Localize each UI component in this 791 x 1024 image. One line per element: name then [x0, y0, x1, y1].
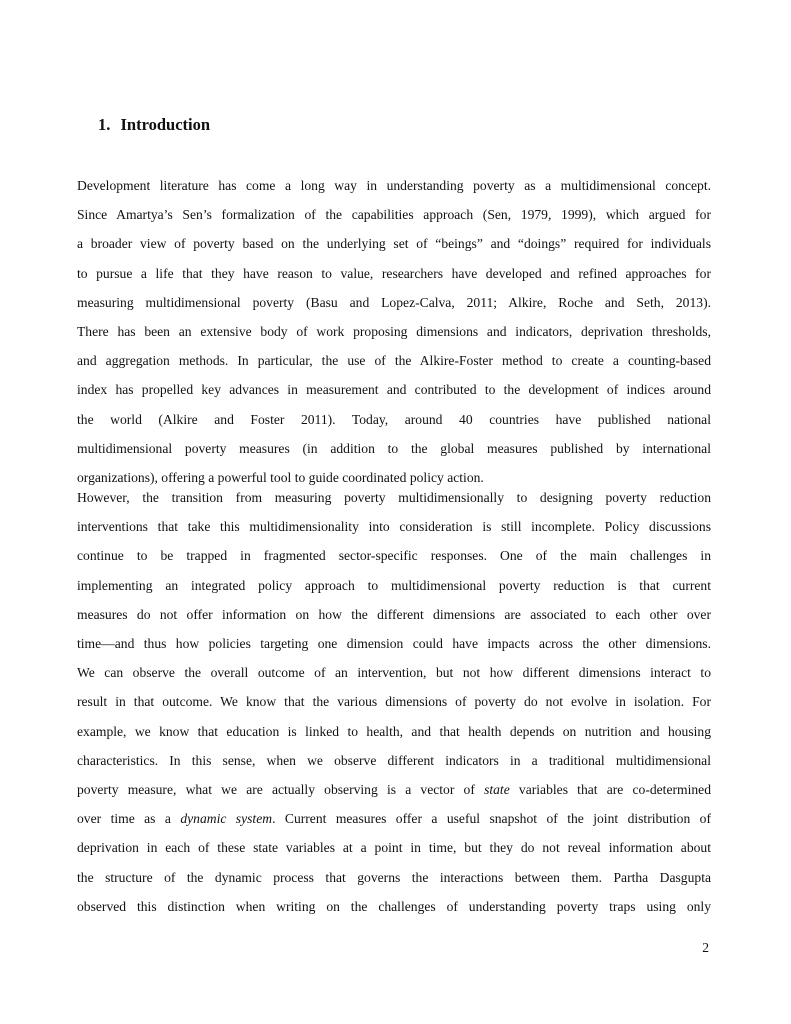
text-line: the world (Alkire and Foster 2011). Today, around 40 countries have published national — [77, 411, 711, 427]
text-line: observed this distinction when writing on the challenges of understanding poverty traps using only — [77, 898, 711, 914]
text-line: measures do not offer information on how the different dimensions are associated to each other over — [77, 606, 711, 622]
text-line: and aggregation methods. In particular, the use of the Alkire-Foster method to create a counting-based — [77, 353, 711, 369]
italic-term-state: state — [484, 782, 510, 798]
text-run: . Current measures offer a useful snapshot of the joint distribution of — [272, 811, 711, 827]
text-line: organizations), offering a powerful tool to guide coordinated policy action. — [77, 470, 484, 486]
text-run: over time as a — [77, 811, 181, 827]
text-line — [77, 775, 711, 804]
text-line — [77, 804, 711, 833]
text-line: Since Amartya’s Sen’s formalization of the capabilities approach (Sen, 1979, 1999), which argued for — [77, 207, 711, 223]
text-line: example, we know that education is linked to health, and that health depends on nutrition and housing — [77, 723, 711, 739]
text-line: There has been an extensive body of work proposing dimensions and indicators, deprivation thresholds, — [77, 324, 711, 340]
section-number: 1. — [98, 115, 111, 134]
text-line: We can observe the overall outcome of an intervention, but not how different dimensions interact to — [77, 665, 711, 681]
text-line: Development literature has come a long way in understanding poverty as a multidimensional concept. — [77, 178, 711, 193]
text-line: deprivation in each of these state variables at a point in time, but they do not reveal information about — [77, 840, 711, 856]
text-line: the structure of the dynamic process that governs the interactions between them. Partha Dasgupta — [77, 869, 711, 885]
text-line: index has propelled key advances in measurement and contributed to the development of indices around — [77, 382, 711, 398]
text-line: multidimensional poverty measures (in addition to the global measures published by international — [77, 440, 711, 456]
section-heading — [98, 115, 210, 135]
text-line: a broader view of poverty based on the underlying set of “beings” and “doings” required for individuals — [77, 236, 711, 252]
page-number: 2 — [702, 940, 709, 955]
text-run: variables that are co-determined — [509, 782, 712, 798]
text-line: time—and thus how policies targeting one dimension could have impacts across the other dimensions. — [77, 636, 711, 652]
text-line: continue to be trapped in fragmented sector-specific responses. One of the main challenges in — [77, 548, 711, 564]
text-line: characteristics. In this sense, when we observe different indicators in a traditional multidimensional — [77, 752, 711, 768]
paragraph-1 — [77, 171, 711, 492]
text-line: result in that outcome. We know that the various dimensions of poverty do not evolve in isolation. For — [77, 694, 711, 710]
text-line: interventions that take this multidimensionality into consideration is still incomplete. Policy discussions — [77, 519, 711, 535]
text-line: However, the transition from measuring poverty multidimensionally to designing poverty reduction — [77, 490, 711, 505]
text-run: poverty measure, what we are actually observing is a vector of — [77, 782, 485, 798]
text-line: measuring multidimensional poverty (Basu and Lopez-Calva, 2011; Alkire, Roche and Seth, 2013). — [77, 294, 711, 310]
paragraph-2 — [77, 483, 711, 921]
italic-term-dynamic-system: dynamic system — [180, 811, 273, 827]
section-title: Introduction — [120, 115, 211, 134]
text-line: implementing an integrated policy approach to multidimensional poverty reduction is that current — [77, 577, 711, 593]
text-line: to pursue a life that they have reason to value, researchers have developed and refined approaches for — [77, 265, 711, 281]
